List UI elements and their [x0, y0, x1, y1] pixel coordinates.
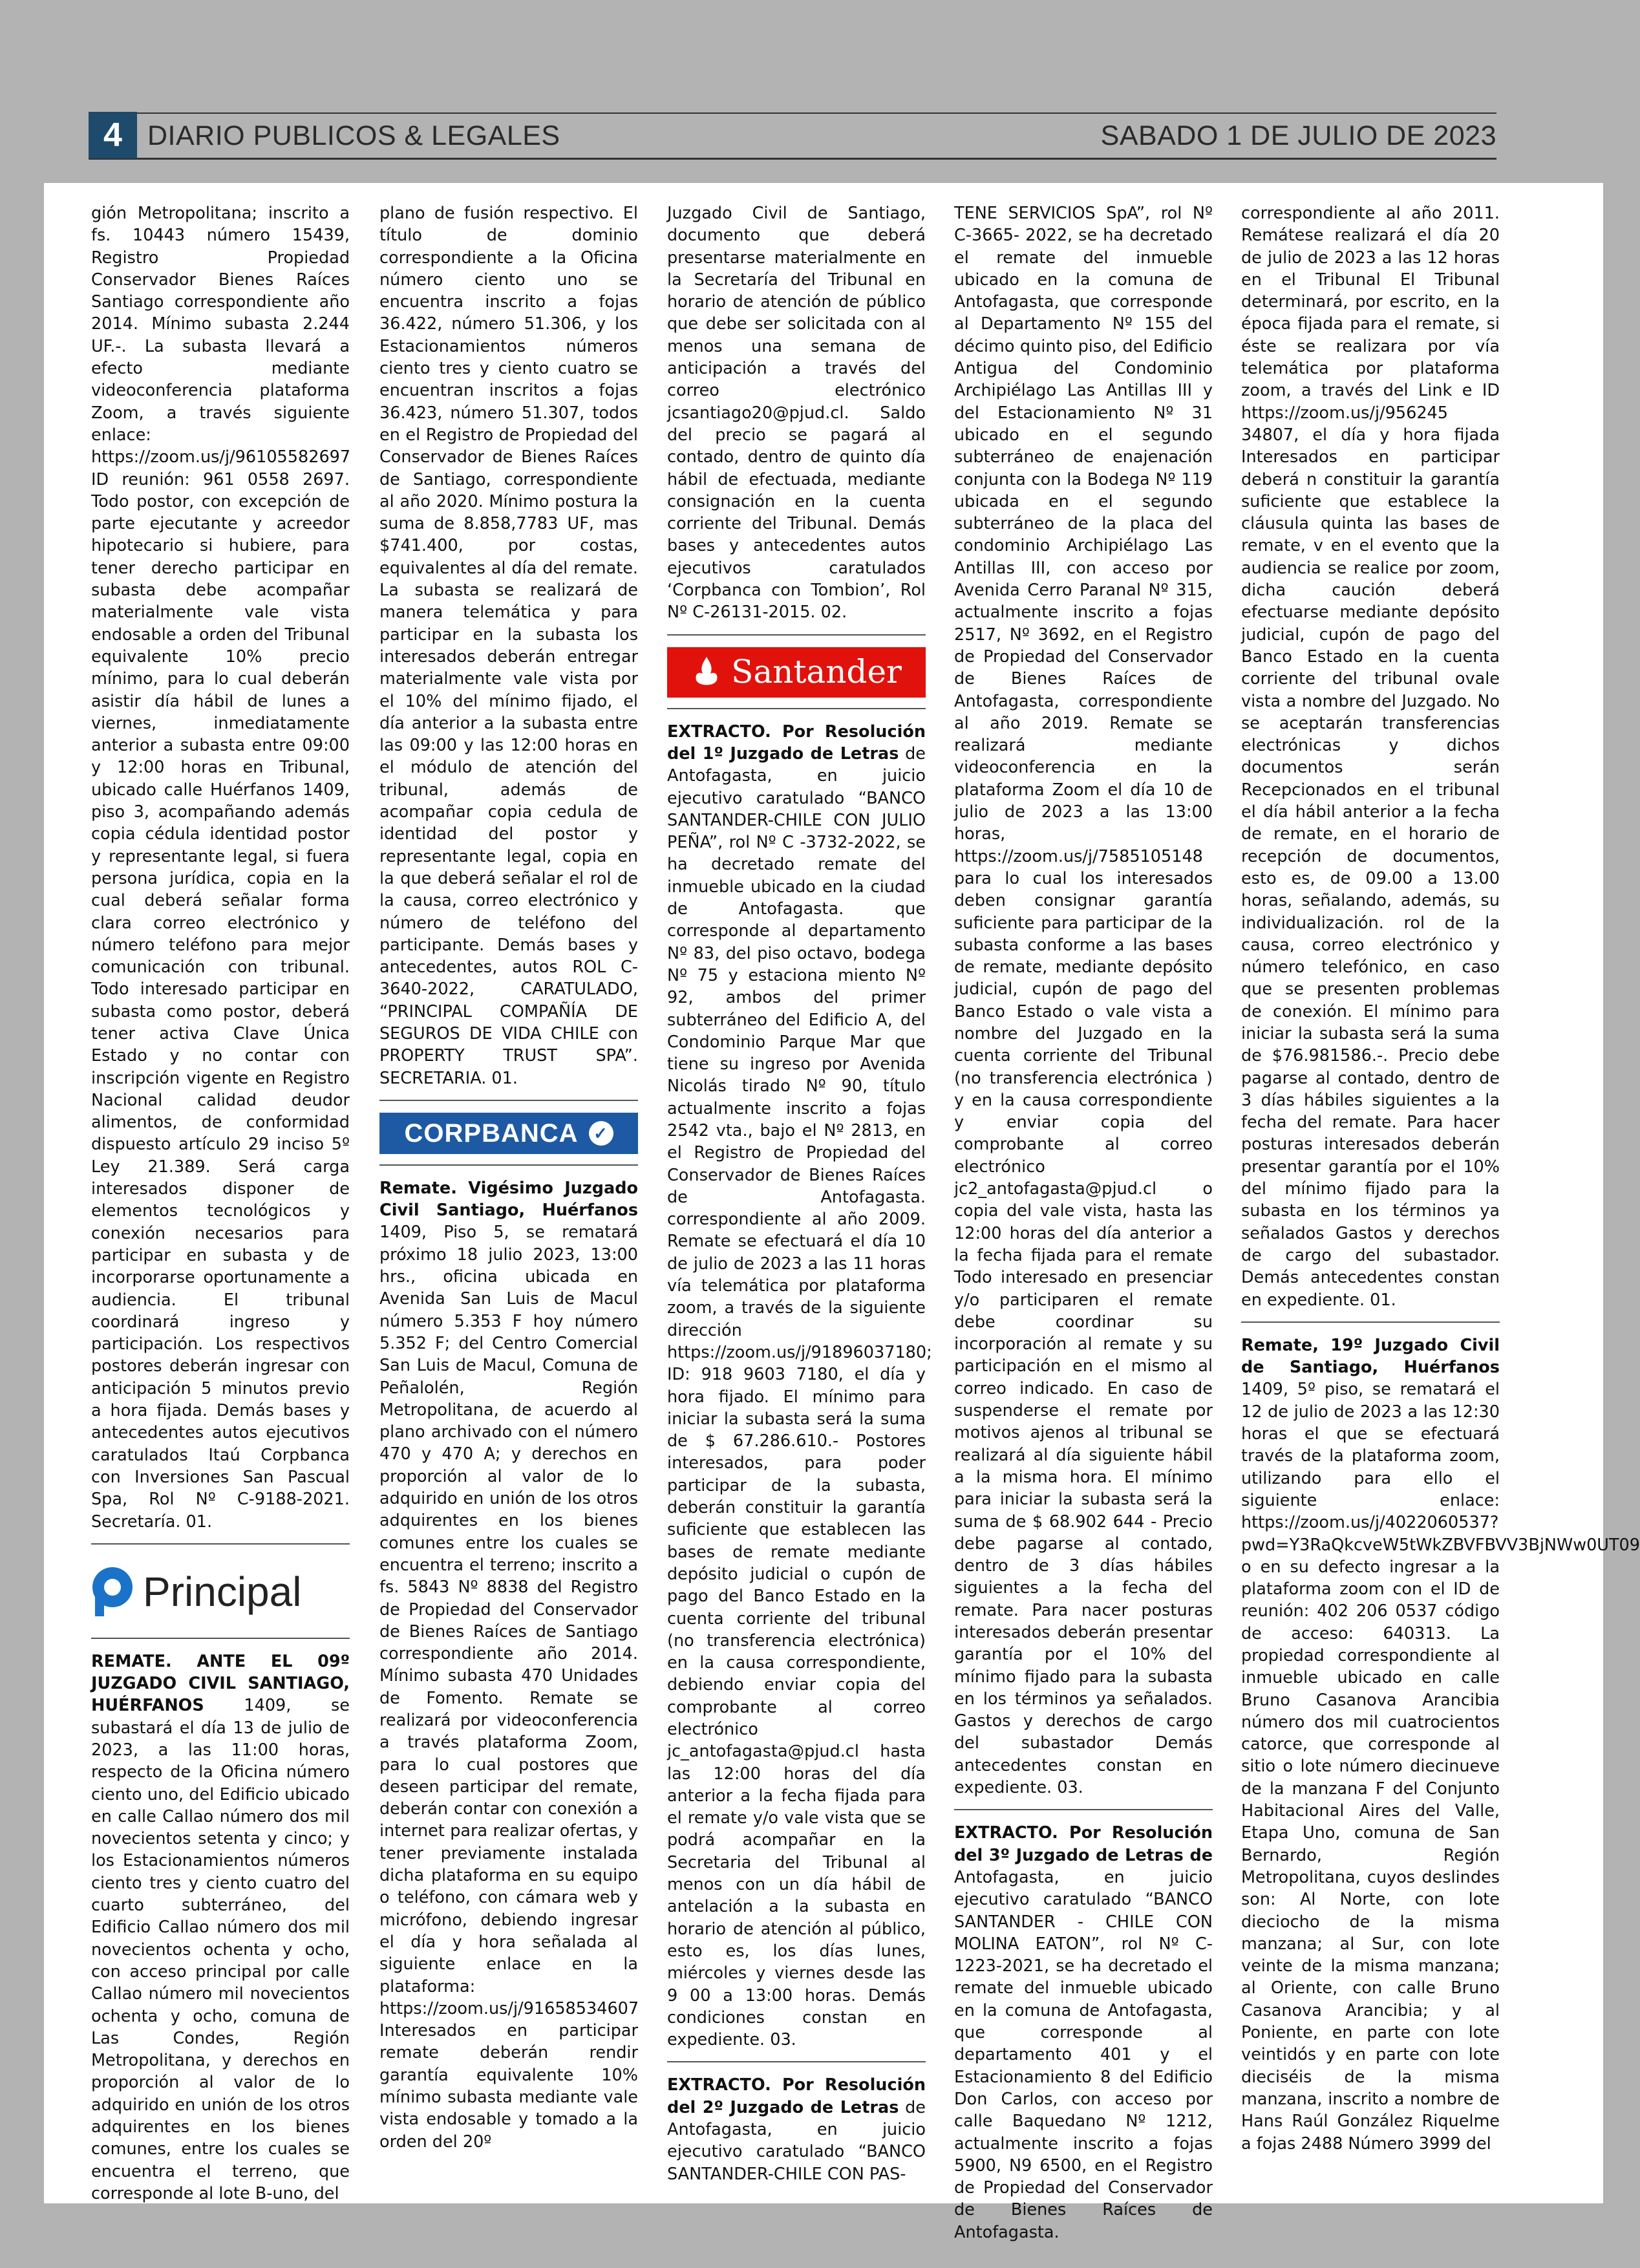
legal-notice	[667, 721, 932, 2051]
divider	[1241, 1321, 1500, 1323]
principal-logo	[91, 1556, 350, 1627]
notice-heading: EXTRACTO. Por Resolución del 1º Juzgado de Letras	[667, 722, 926, 764]
notice-text: correspondiente al año 2011. Remátese realizará el día 20 de julio de 2023 a las 12 horas en el Tribunal El Tribunal determinará, por escrito, en la época fijada para el remate, si éste se realizara por vía telemática por plataforma zoom, a través del Link e ID https://zoom.us/j/956245 34807, el día y hora fijada Interesados en participar deberá n constituir la garantía suficiente que establece la cláusula quinta las bases de remate, v en el evento que la audiencia se realice por zoom, dicha caución deberá efectuarse mediante depósito judicial, cupón de pago del Banco Estado en la cuenta corriente del tribunal ovale vista a nombre del Juzgado. No se aceptarán transferencias electrónicas y dichos documentos serán Recepcionados en el tribunal el día hábil anterior a la fecha de remate, en el horario de recepción de documentos, esto es, de 09.00 a 13.00 horas, señalando, además, su individualización. rol de la causa, correo electrónico y número telefónico, en caso que se presenten problemas de conexión. El mínimo para iniciar la subasta será la suma de $76.981586.-. Precio debe pagarse al contado, dentro de 3 días hábiles siguientes a la fecha del remate. Para hacer posturas interesados deberán presentar garantía por el 10% del mínimo fijado para la subasta en los términos ya señalados Gastos y derechos de cargo del subastador. Demás antecedentes constan en expediente. 01.	[1241, 204, 1500, 1310]
newspaper-page	[44, 183, 1640, 2242]
notice-body: 1409, se subastará el día 13 de julio de 2023, a las 11:00 horas, respecto de la Oficina número ciento uno, del Edificio ubicado en calle Callao número dos mil novecientos setenta y cinco; y los Estacionamientos números ciento tres y ciento cuatro del cuarto subterráneo, del Edificio Callao número dos mil novecientos ochenta y ocho, con acceso principal por calle Callao número mil novecientos ochenta y ocho, comuna de Las Condes, Región Metropolitana, y derechos en proporción al valor de lo adquirido en unión de los otros adquirentes en los bienes comunes, entre los cuales se encuentra el terreno, que corresponde al lote B-uno, del	[91, 1696, 350, 2203]
divider	[954, 1809, 1213, 1810]
issue-date: SABADO 1 DE JULIO DE 2023	[1100, 120, 1496, 151]
santander-logo	[667, 647, 926, 698]
divider	[667, 708, 926, 709]
notice-text: gión Metropolitana; inscrito a fs. 10443 número 15439, Registro Propiedad Conservador Bienes Raíces Santiago correspondiente año 2014. Mínimo subasta 2.244 UF.-. La subasta llevará a efecto mediante videoconferencia plataforma Zoom, a través siguiente enlace: https://zoom.us/j/96105582697 ID reunión: 961 0558 2697. Todo postor, con excepción de parte ejecutante y acreedor hipotecario si hubiere, para tener derecho participar en subasta debe acompañar materialmente vale vista endosable a orden del Tribunal equivalente 10% precio mínimo, para lo cual deberán asistir día hábil de lunes a viernes, inmediatamente anterior a subasta entre 09:00 y 12:00 horas en Tribunal, ubicado calle Huérfanos 1409, piso 3, acompañando además copia cédula identidad postor y representante legal, si fuera persona jurídica, copia en la cual deberá señalar forma clara correo electrónico y número teléfono para mejor comunicación con tribunal. Todo interesado participar en subasta como postor, deberá tener activa Clave Única Estado y no contar con inscripción vigente en Registro Nacional calidad deudor alimentos, de conformidad dispuesto artículo 29 inciso 5º Ley 21.389. Será carga interesados disponer de elementos tecnológicos y conexión necesarios para participar en subasta y de incorporarse oportunamente a audiencia. El tribunal coordinará ingreso y participación. Los respectivos postores deberán ingresar con anticipación 5 minutos previo a hora fijada. Demás bases y antecedentes autos ejecutivos caratulados Itaú Corpbanca con Inversiones San Pascual Spa, Rol Nº C-9188-2021. Secretaría. 01.	[91, 204, 351, 1532]
legal-notice	[1241, 1334, 1640, 2155]
notice-body: de Antofagasta, en juicio ejecutivo caratulado “BANCO SANTANDER-CHILE CON JULIO PEÑA”, rol Nº C -3732-2022, se ha decretado remate del inmueble ubicado en la ciudad de Antofagasta. que corresponde al departamento Nº 83, del piso octavo, bodega Nº 75 y estaciona miento Nº 92, ambos del primer subterráneo del Edificio A, del Condominio Parque Mar que tiene su ingreso por Avenida Nicolás tirado Nº 90, título actualmente inscrito a fojas 2542 vta., bajo el Nº 2813, en el Registro de Propiedad del Conservador de Bienes Raíces de Antofagasta. correspondiente al año 2009. Remate se efectuará el día 10 de julio de 2023 a las 11 horas vía telemática por plataforma zoom, a través de la siguiente dirección https://zoom.us/j/91896037180; ID: 918 9603 7180, el día y hora fijado. El mínimo para iniciar la subasta será la suma de $ 67.286.610.- Postores interesados, para poder participar de la subasta, deberán constituir la garantía suficiente que establecen las bases de remate mediante depósito judicial o cupón de pago del Banco Estado en la cuenta corriente del tribunal (no transferencia electrónica) en la causa correspondiente, debiendo enviar copia del comprobante al correo electrónico jc_antofagasta@pjud.cl hasta las 12:00 horas del día anterior a la fecha fijada para el remate y/o vale vista que se podrá acompañar en la Secretaria del Tribunal al menos con un día hábil de antelación a la subasta en horario de atención al público, esto es, los días lunes, miércoles y viernes desde las 9 00 a 13:00 horas. Demás condiciones constan en expediente. 03.	[667, 744, 932, 2050]
publication-title: DIARIO PUBLICOS & LEGALES	[147, 120, 560, 151]
notice-text: Juzgado Civil de Santiago, documento que deberá presentarse materialmente en la Secretaría del Tribunal en horario de atención de público que debe ser solicitada con al menos una semana de anticipación a través del correo electrónico jcsantiago20@pjud.cl. Saldo del precio se pagará al contado, dentro de quinto día hábil de efectuada, mediante consignación en la cuenta corriente del Tribunal. Demás bases y antecedentes autos ejecutivos caratulados ‘Corpbanca con Tombion’, Rol Nº C-26131-2015. 02.	[667, 204, 926, 623]
notice-body: Antofagasta, en juicio ejecutivo caratulado “BANCO SANTANDER - CHILE CON MOLINA EATON”, rol Nº C-1223-2021, se ha decretado el remate del inmueble ubicado en la comuna de Antofagasta, que corresponde al departamento 401 y el Estacionamiento 8 del Edificio Don Carlos, con acceso por calle Baquedano Nº 1212, actualmente inscrito a fojas 5900, N9 6500, en el Registro de Propiedad del Conservador de Bienes Raíces de Antofagasta.	[954, 1867, 1213, 2242]
notice-heading: Remate. Vigésimo Juzgado Civil Santiago, Huérfanos	[379, 1178, 638, 1221]
legal-notice	[91, 1651, 350, 2205]
legal-notice	[667, 2074, 926, 2185]
divider	[379, 1164, 638, 1166]
column-1	[91, 202, 351, 2203]
notice-body: de Antofagasta, en juicio ejecutivo caratulado “BANCO SANTANDER-CHILE CON PAS-	[667, 2097, 926, 2184]
legal-notice	[379, 1177, 638, 2153]
legal-notice	[954, 1822, 1213, 2243]
page-header	[89, 112, 1496, 160]
column-5	[1241, 202, 1640, 2194]
corpbanca-logo	[379, 1113, 638, 1154]
principal-mark-icon	[91, 1566, 134, 1618]
check-badge-icon: ✓	[589, 1121, 613, 1146]
santander-flame-icon	[691, 656, 722, 689]
page-number: 4	[89, 112, 137, 158]
notice-heading: EXTRACTO. Por Resolución del 2º Juzgado de Letras	[667, 2075, 926, 2117]
column-4	[954, 202, 1213, 2242]
column-2	[379, 202, 638, 2194]
notice-text: TENE SERVICIOS SpA”, rol Nº C-3665- 2022, se ha decretado el remate del inmueble ubicado en la comuna de Antofagasta, que corresponde al Departamento Nº 155 del décimo quinto piso, del Edificio Antigua del Condominio Archipiélago Las Antillas III y del Estacionamiento Nº 31 ubicado en el segundo subterráneo de enajenación conjunta con la Bodega Nº 119 ubicada en el segundo subterráneo de la placa del condominio Archipiélago Las Antillas III, con acceso por Avenida Cerro Paranal Nº 315, actualmente inscrito a fojas 2517, Nº 3692, en el Registro de Propiedad del Conservador de Bienes Raíces de Antofagasta, correspondiente al año 2019. Remate se realizará mediante videoconferencia en la plataforma Zoom el día 10 de julio de 2023 a las 13:00 horas, https://zoom.us/j/7585105148 para lo cual los interesados deben consignar garantía suficiente para participar de la subasta conforme a las bases de remate, mediante depósito judicial, cupón de pago del Banco Estado o vale vista a nombre del Juzgado en la cuenta corriente del Tribunal (no transferencia electrónica ) y en la causa correspondiente y enviar copia del comprobante al correo electrónico jc2_antofagasta@pjud.cl o copia del vale vista, hasta las 12:00 horas del día anterior a la fecha fijada para el remate Todo interesado en presenciar y/o participaren el remate debe coordinar su incorporación al remate y su participación en el mismo al correo indicado. En caso de suspenderse el remate por motivos ajenos al tribunal se realizará al día siguiente hábil a la misma hora. El mínimo para iniciar la subasta será la suma de $ 68.902 644 - Precio debe pagarse al contado, dentro de 3 días hábiles siguientes a la fecha del remate. Para nacer posturas interesados deberán presentar garantía por el 10% del mínimo fijado para la subasta en los términos ya señalados. Gastos y derechos de cargo del subastador Demás antecedentes constan en expediente. 03.	[954, 204, 1213, 1798]
divider	[667, 2061, 926, 2062]
principal-logo-text: Principal	[143, 1568, 302, 1615]
corpbanca-logo-text: CORPBANCA	[404, 1118, 579, 1148]
notice-body: 1409, Piso 5, se rematará próximo 18 julio 2023, 13:00 hrs., oficina ubicada en Avenida San Luis de Macul número 5.353 F hoy número 5.352 F; del Centro Comercial San Luis de Macul, Comuna de Peñalolén, Región Metropolitana, de acuerdo al plano archivado con el número 470 y 470 A; y derechos en proporción al valor de lo adquirido en unión de los otros adquirentes en los bienes comunes entre los cuales se encuentra el terreno; inscrito a fs. 5843 Nº 8838 del Registro de Propiedad del Conservador de Bienes Raíces de Santiago correspondiente año 2014. Mínimo subasta 470 Unidades de Fomento. Remate se realizará por videoconferencia a través plataforma Zoom, para lo cual postores que deseen participar del remate, deberán contar con conexión a internet para realizar ofertas, y tener previamente instalada dicha plataforma en su equipo o teléfono, con cámara web y micrófono, debiendo ingresar el día y hora señalada al siguiente enlace en la plataforma: https://zoom.us/j/91658534607 Interesados en participar remate deberán rendir garantía equivalente 10% mínimo subasta mediante vale vista endosable y tomado a la orden del 20º	[379, 1223, 639, 2152]
column-3	[667, 202, 932, 2194]
divider	[379, 1100, 638, 1101]
notice-body: 1409, 5º piso, se rematará el 12 de julio de 2023 a las 12:30 horas el que se efectuará través de la plataforma zoom, utilizando para ello el siguiente enlace: https://zoom.us/j/4022060537?pwd=Y3RaQkcveW5tWkZBVFBVV3BjNWw0UT09 o en su defecto ingresar a la plataforma zoom con el ID de reunión: 402 206 0537 código de acceso: 640313. La propiedad correspondiente al inmueble ubicado en calle Bruno Casanova Arancibia número dos mil cuatrocientos catorce, que corresponde al sitio o lote número diecinueve de la manzana F del Conjunto Habitacional Aires del Valle, Etapa Uno, comuna de San Bernardo, Región Metropolitana, cuyos deslindes son: Al Norte, con lote dieciocho de la misma manzana; al Sur, con lote veinte de la misma manzana; al Oriente, con calle Bruno Casanova Arancibia; y al Poniente, en parte con lote veintidós y en parte con lote dieciséis de la misma manzana, inscrito a nombre de Hans Raúl González Riquelme a fojas 2488 Número 3999 del	[1241, 1380, 1640, 2154]
divider	[667, 634, 926, 636]
notice-text: plano de fusión respectivo. El título de dominio correspondiente a la Oficina número ciento uno se encuentra inscrito a fojas 36.422, número 51.306, y los Estacionamientos números ciento tres y ciento cuatro se encuentran inscritos a fojas 36.423, número 51.307, todos en el Registro de Propiedad del Conservador de Bienes Raíces de Santiago, correspondiente al año 2020. Mínimo postura la suma de 8.858,7783 UF, mas $741.400, por costas, equivalentes al día del remate. La subasta se realizará de manera telemática y para participar en la subasta los interesados deberán entregar materialmente vale vista por el 10% del mínimo fijado, el día anterior a la subasta entre las 09:00 y las 12:00 horas en el módulo de atención del tribunal, además de acompañar copia cedula de identidad del postor y representante legal, copia en la que deberá señalar el rol de la causa, correo electrónico y número de teléfono del participante. Demás bases y antecedentes, autos ROL C-3640-2022, CARATULADO, “PRINCIPAL COMPAÑÍA DE SEGUROS DE VIDA CHILE con PROPERTY TRUST SPA”. SECRETARIA. 01.	[379, 204, 638, 1088]
divider	[91, 1543, 350, 1545]
divider	[91, 1638, 350, 1639]
notice-heading: Remate, 19º Juzgado Civil de Santiago, Huérfanos	[1241, 1335, 1500, 1378]
santander-logo-text: Santander	[731, 653, 902, 691]
notice-heading: REMATE. ANTE EL 09º JUZGADO CIVIL SANTIAGO, HUÉRFANOS	[91, 1651, 350, 1716]
notice-heading: EXTRACTO. Por Resolución del 3º Juzgado de Letras de	[954, 1823, 1213, 1865]
